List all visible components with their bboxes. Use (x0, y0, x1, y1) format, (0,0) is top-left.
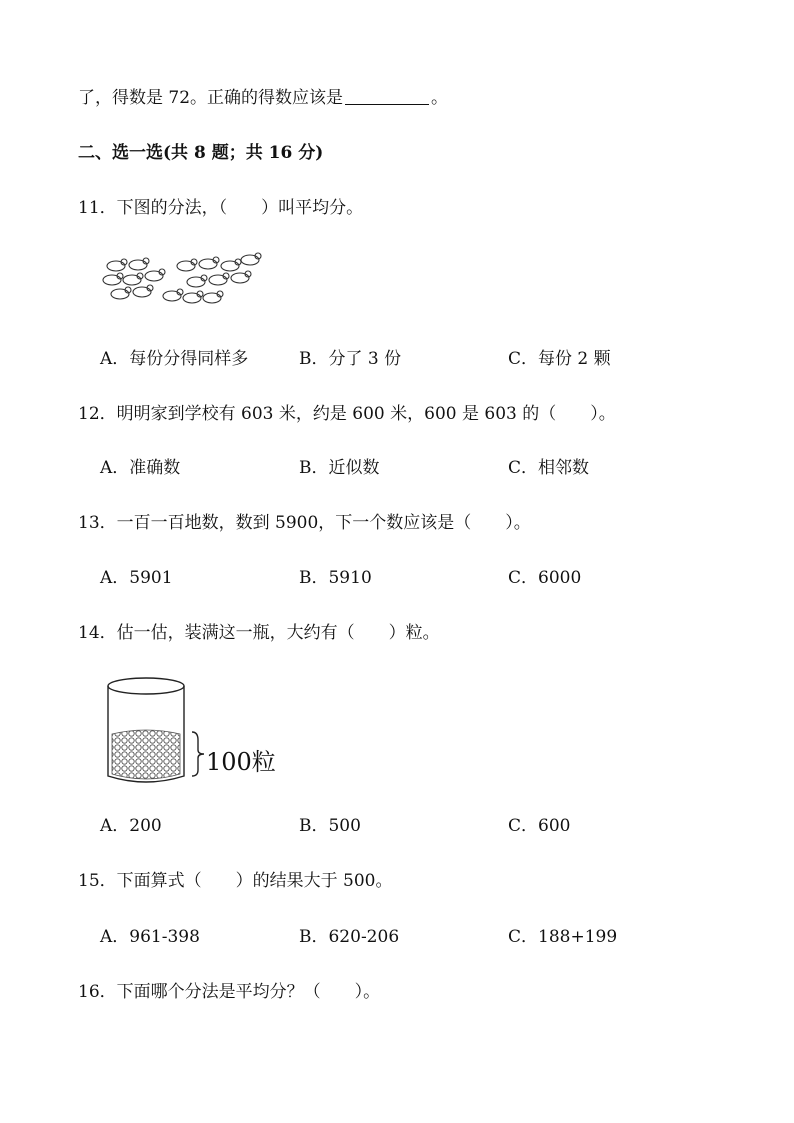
option-c[interactable]: C．相邻数 (508, 458, 590, 478)
intro-end: 。 (431, 88, 449, 108)
jar-label: 100粒 (206, 748, 276, 776)
question-14-stem: 14．估一估，装满这一瓶，大约有（ ）粒。 (78, 623, 440, 643)
question-13-stem: 13．一百一百地数，数到 5900，下一个数应该是（ ）。 (78, 513, 531, 533)
option-b[interactable]: B．500 (299, 816, 361, 836)
option-a[interactable]: A．961-398 (100, 927, 200, 947)
option-c[interactable]: C．600 (508, 816, 571, 836)
intro-text: 了，得数是 72。正确的得数应该是 (78, 88, 344, 108)
chick-group-2 (163, 253, 261, 303)
answer-blank[interactable] (345, 86, 429, 105)
option-a[interactable]: A．准确数 (100, 458, 181, 478)
option-b[interactable]: B．分了 3 份 (299, 349, 402, 369)
option-b[interactable]: B．5910 (299, 568, 372, 588)
question-16-stem: 16．下面哪个分法是平均分？（ ）。 (78, 982, 381, 1002)
chick-group-1 (103, 258, 165, 299)
option-c[interactable]: C．188+199 (508, 927, 618, 947)
question-12-stem: 12．明明家到学校有 603 米，约是 600 米，600 是 603 的（ ）。 (78, 404, 616, 424)
beads (112, 730, 180, 779)
option-b[interactable]: B．620-206 (299, 927, 400, 947)
option-a[interactable]: A．5901 (100, 568, 173, 588)
jar-top (108, 678, 184, 694)
option-c[interactable]: C．每份 2 颗 (508, 349, 611, 369)
option-b[interactable]: B．近似数 (299, 458, 380, 478)
option-a[interactable]: A．200 (100, 816, 162, 836)
option-c[interactable]: C．6000 (508, 568, 582, 588)
section-title: 二、选一选(共 8 题；共 16 分) (78, 143, 324, 163)
intro-line (78, 86, 448, 110)
question-11-stem: 11．下图的分法，（ ）叫平均分。 (78, 198, 364, 218)
brace (192, 732, 204, 776)
jar-figure (100, 674, 290, 790)
option-a[interactable]: A．每份分得同样多 (100, 349, 249, 369)
chicks-figure (100, 252, 270, 314)
question-15-stem: 15．下面算式（ ）的结果大于 500。 (78, 871, 393, 891)
